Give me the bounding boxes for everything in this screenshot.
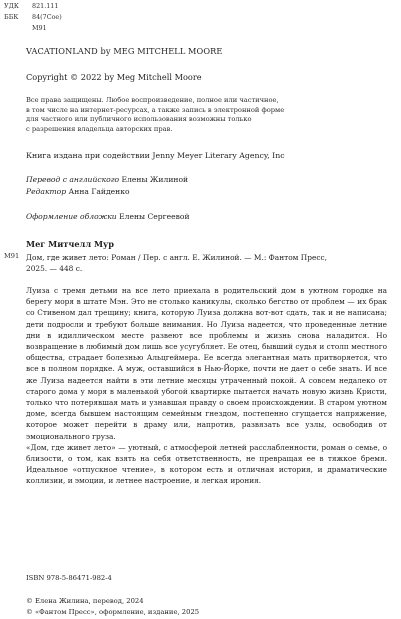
code-key: ББК	[4, 13, 19, 21]
bib-line: 2025. — 448 с.	[26, 264, 83, 273]
isbn: ISBN 978-5-86471-982-4	[26, 574, 112, 582]
annotation-paragraph: «Дом, где живет лето» — уютный, с атмосферой летней расслабленности, роман о семье, о близости, о том, как взять на себя ответственность, не превращая ее в тяжкое бремя. Идеальное «отпускное чтение», в котором есть и отличная история, и драматические коллизии, и эмоции, и летнее настроение, и легкая ирония.	[26, 442, 387, 486]
annotation-paragraph: Луиза с тремя детьми на все лето приехала в родительский дом в уютном городке на берегу моря в штате Мэн. Это не столько каникулы, сколько бегство от проблем — их брак со Стивеном дал трещину; книга, которую Луиза должна вот-вот сдать, так и не написана; дети подросли и требуют больше внимания. Но Луиза надеется, что проведенные летние дни в идиллическом месте развеют все проблемы и жизнь снова наладится. Но возвращение в любимый дом лишь все усугубляет. Ее отец, бывший судья и столп местного общества, страдает болезнью Альцгеймера. Ее всегда элегантная мать притворяется, что все в полном порядке. А муж, оставшийся в Нью-Йорке, почти не дает о себе знать. И все же Луиза надеется найти в эти летние месяцы утраченный покой. А совсем недалеко от старого дома у моря в маленькой убогой квартирке пытается начать новую жизнь Кристи, только что потерявшая мать и узнавшая правду о своем происхождении. В старом уютном доме, всегда бывшем настоящим семейным гнездом, постепенно сгущается напряжение, которое может перейти в драму или, напротив, развязать все узлы, освободив от эмоционального груза.	[26, 286, 387, 441]
bib-line: Дом, где живет лето: Роман / Пер. с англ. Е. Жилиной. — М.: Фантом Пресс,	[26, 253, 327, 262]
author-sign-code: M91	[4, 252, 20, 260]
rights-line: с разрешения владельца авторских прав.	[26, 124, 173, 133]
code-value: 84(7Сое)	[32, 13, 62, 21]
code-row-author-sign	[4, 23, 62, 34]
translator-credit	[26, 174, 387, 186]
annotation	[26, 285, 387, 487]
original-title: VACATIONLAND by MEG MITCHELL MOORE	[26, 46, 223, 56]
agency-note: Книга издана при содействии Jenny Meyer Literary Agency, Inc	[26, 151, 285, 160]
footer-line: © «Фантом Пресс», оформление, издание, 2025	[26, 607, 200, 616]
credit-role: Перевод с английского	[26, 175, 120, 184]
code-key: УДК	[4, 2, 19, 10]
footer-copyrights	[26, 596, 387, 617]
code-key	[4, 23, 32, 34]
credit-name: Анна Гайденко	[66, 186, 130, 196]
credit-role: Редактор	[26, 186, 67, 196]
footer-line: © Елена Жилина, перевод, 2024	[26, 597, 144, 605]
credits	[26, 174, 387, 197]
code-value: 821.111	[32, 2, 59, 10]
bibliographic-record	[26, 252, 387, 274]
credit-name: Елены Жилиной	[119, 175, 189, 184]
code-row-bbk	[4, 12, 62, 23]
rights-line: в том числе на интернет-ресурсах, а также запись в электронной форме	[26, 105, 285, 114]
credit-role: Оформление обложки	[26, 212, 117, 221]
rights-notice	[26, 96, 387, 134]
rights-line: Все права защищены. Любое воспроизведение, полное или частичное,	[26, 96, 279, 104]
editor-credit	[26, 186, 387, 198]
code-value: M91	[32, 24, 47, 32]
author-name: Мег Митчелл Мур	[26, 239, 114, 249]
cover-design-credit	[26, 212, 387, 221]
classification-codes	[4, 1, 62, 34]
code-row-udc	[4, 1, 62, 12]
credit-name: Елены Сергеевой	[116, 212, 190, 221]
rights-line: для частного или публичного использования возможны только	[26, 115, 252, 124]
original-copyright: Copyright © 2022 by Meg Mitchell Moore	[26, 72, 202, 82]
